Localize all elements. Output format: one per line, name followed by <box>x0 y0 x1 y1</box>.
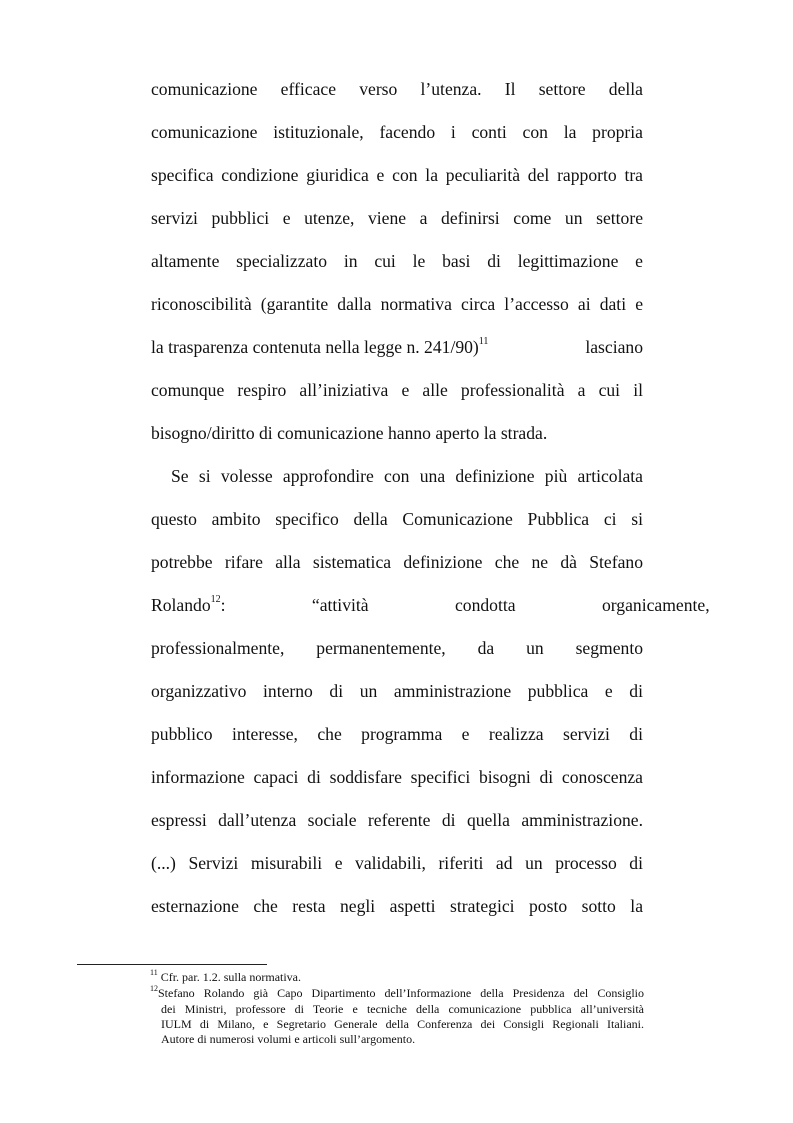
body-line: espressi dall’utenza sociale referente di quella amministrazione. <box>151 810 643 830</box>
body-line: organizzativo interno di un amministrazione pubblica e di <box>151 681 643 701</box>
footnote-number: 11 <box>150 968 158 977</box>
body-line: esternazione che resta negli aspetti strategici posto sotto la <box>151 896 643 916</box>
footnote-12 <box>150 986 644 1000</box>
body-line: specifica condizione giuridica e con la peculiarità del rapporto tra <box>151 165 643 185</box>
body-line: comunicazione efficace verso l’utenza. Il settore della <box>151 79 643 99</box>
body-line-tail: : “attività condotta organicamente, <box>220 595 710 615</box>
body-line-with-footnote-ref <box>151 336 643 358</box>
footnote-11 <box>150 970 644 984</box>
body-line: questo ambito specifico della Comunicazione Pubblica ci si <box>151 509 643 529</box>
footnote-number: 12 <box>150 984 158 993</box>
body-line-indent: Se si volesse approfondire con una definizione più articolata <box>171 466 643 486</box>
footnote-line: Autore di numerosi volumi e articoli sull’argomento. <box>161 1032 416 1046</box>
body-line: comunque respiro all’iniziativa e alle professionalità a cui il <box>151 380 643 400</box>
footnote-separator <box>77 964 267 965</box>
body-line: riconoscibilità (garantite dalla normativa circa l’accesso ai dati e <box>151 294 643 314</box>
body-line-with-footnote-ref <box>151 594 710 616</box>
body-line: professionalmente, permanentemente, da un segmento <box>151 638 643 658</box>
body-line: servizi pubblici e utenze, viene a definirsi come un settore <box>151 208 643 228</box>
footnote-text: Cfr. par. 1.2. sulla normativa. <box>157 970 302 984</box>
footnote-ref-11[interactable]: 11 <box>478 336 489 348</box>
body-line: comunicazione istituzionale, facendo i conti con la propria <box>151 122 643 142</box>
body-line-text: Rolando <box>151 595 211 615</box>
body-line-text: la trasparenza contenuta nella legge n. 241/90) <box>151 337 479 357</box>
body-line: pubblico interesse, che programma e realizza servizi di <box>151 724 643 744</box>
body-line: bisogno/diritto di comunicazione hanno aperto la strada. <box>151 423 548 443</box>
footnote-ref-12[interactable]: 12 <box>210 594 221 606</box>
body-line: altamente specializzato in cui le basi di legittimazione e <box>151 251 643 271</box>
footnote-line: IULM di Milano, e Segretario Generale della Conferenza dei Consigli Regionali Italiani. <box>161 1017 644 1031</box>
body-line: potrebbe rifare alla sistematica definizione che ne dà Stefano <box>151 552 643 572</box>
body-line: (...) Servizi misurabili e validabili, riferiti ad un processo di <box>151 853 643 873</box>
footnote-text: Stefano Rolando già Capo Dipartimento dell’Informazione della Presidenza del Consiglio <box>158 986 644 1000</box>
body-line-tail: lasciano <box>585 337 643 357</box>
footnote-line: dei Ministri, professore di Teorie e tecniche della comunicazione pubblica all’università <box>161 1002 644 1016</box>
body-line: informazione capaci di soddisfare specifici bisogni di conoscenza <box>151 767 643 787</box>
